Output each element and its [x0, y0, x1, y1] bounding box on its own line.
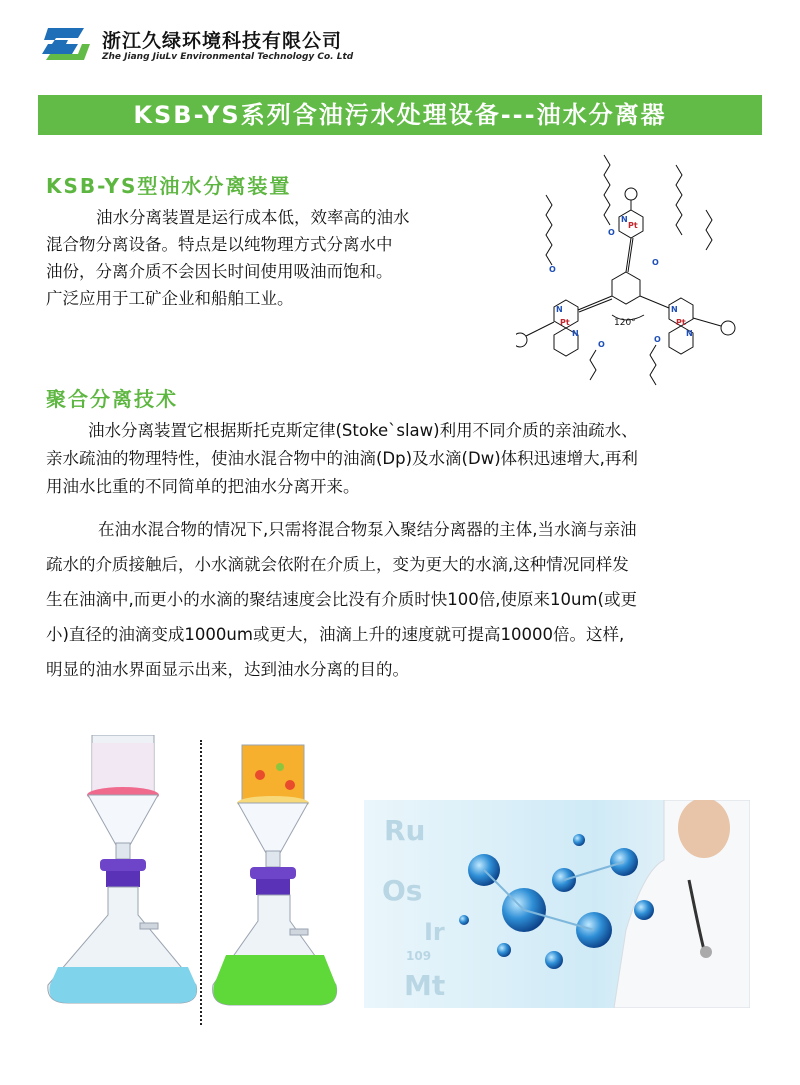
- atom-label-o: O: [608, 228, 615, 237]
- text-line: 明显的油水界面显示出来，达到油水分离的目的。: [46, 660, 409, 679]
- company-logo-icon: [38, 22, 92, 66]
- text-line: 用油水比重的不同简单的把油水分离开来。: [46, 477, 360, 496]
- flask-right: [213, 745, 337, 1005]
- atom-label-n: N: [686, 329, 693, 338]
- atom-label-pt-right: Pt: [676, 318, 686, 327]
- text-line: 亲水疏油的物理特性，使油水混合物中的油滴(Dp)及水滴(Dw)体积迅速增大,再利: [46, 449, 638, 468]
- text-line: 生在油滴中,而更小的水滴的聚结速度会比没有介质时快100倍,使原来10um(或更: [46, 590, 637, 609]
- atom-label-o: O: [549, 265, 556, 274]
- element-label: Ir: [424, 918, 445, 946]
- atom-label-pt-top: Pt: [628, 221, 638, 230]
- device-description: [46, 204, 506, 312]
- company-name-cn: 浙江久绿环境科技有限公司: [102, 30, 343, 52]
- coalescence-paragraph-1: [46, 417, 766, 501]
- element-label: Os: [382, 874, 423, 907]
- flask-left: [48, 735, 197, 1003]
- text-line: 油水分离装置它根据斯托克斯定律(Stoke`slaw)利用不同介质的亲油疏水、: [88, 421, 638, 440]
- section-heading-device: KSB-YS型油水分离装置: [46, 174, 292, 198]
- atom-label-n: N: [621, 215, 628, 224]
- element-label: Ru: [384, 814, 426, 847]
- atom-label-pt-left: Pt: [560, 318, 570, 327]
- page-title-banner: KSB-YS系列含油污水处理设备---油水分离器: [38, 95, 762, 135]
- company-name-en: Zhe Jiang JiuLv Environmental Technology Co. Ltd: [102, 52, 354, 62]
- dotted-divider: [200, 740, 202, 1025]
- company-header: [38, 22, 398, 70]
- text-line: 油水分离装置是运行成本低，效率高的油水: [96, 208, 410, 227]
- atom-label-o: O: [598, 340, 605, 349]
- text-line: 混合物分离设备。特点是以纯物理方式分离水中: [46, 235, 393, 254]
- text-line: 小)直径的油滴变成1000um或更大，油滴上升的速度就可提高10000倍。这样,: [46, 625, 625, 644]
- molecule-structure-diagram: [516, 150, 766, 390]
- atom-label-n: N: [671, 305, 678, 314]
- atom-label-o: O: [652, 258, 659, 267]
- text-line: 在油水混合物的情况下,只需将混合物泵入聚结分离器的主体,当水滴与亲油: [98, 520, 637, 539]
- text-line: 广泛应用于工矿企业和船舶工业。: [46, 289, 294, 308]
- element-number: 109: [406, 949, 432, 963]
- scientist-molecule-photo: [364, 800, 750, 1008]
- element-label: Mt: [404, 969, 446, 1002]
- section-heading-coalescence: 聚合分离技术: [46, 387, 178, 411]
- angle-label: 120°: [614, 318, 636, 328]
- text-line: 疏水的介质接触后，小水滴就会依附在介质上，变为更大的水滴,这种情况同样发: [46, 555, 629, 574]
- coalescence-paragraph-2: [46, 512, 766, 687]
- atom-label-o: O: [654, 335, 661, 344]
- atom-label-n: N: [556, 305, 563, 314]
- text-line: 油份，分离介质不会因长时间使用吸油而饱和。: [46, 262, 393, 281]
- atom-label-n: N: [572, 329, 579, 338]
